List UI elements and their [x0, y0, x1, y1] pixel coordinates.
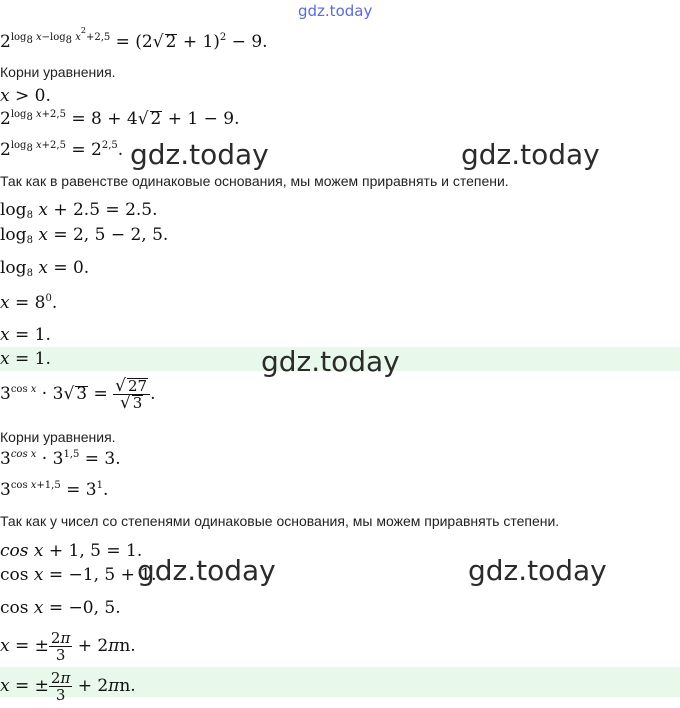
- equation-line-15: cos x = −0, 5.: [0, 598, 121, 618]
- equation-line-1: $2^{log_8 x-log_8 x^2+2,5} = (2√$ 2 + 1)$^2$ − 9.: [0, 26, 268, 52]
- roots-label-1: Корни уравнения.: [0, 64, 116, 80]
- equation-line-13: cos x + 1, 5 = 1.: [0, 541, 143, 561]
- equation-line-12: $3^{cos x+1,5} = 3^1$.: [0, 480, 109, 500]
- equation-line-11: $3^{cos x} \cdot 3^{1,5} = 3$.: [0, 449, 121, 469]
- watermark-top: gdz.today: [298, 2, 373, 20]
- same-bases-text-2: Так как у чисел со степенями одинаковые основания, мы можем приравнять степени.: [0, 513, 560, 529]
- equation-line-4: $2^{log_8 x+2,5} = 2^{2,5}$.: [0, 140, 124, 160]
- watermark: gdz.today: [461, 138, 600, 171]
- equation-line-10: $3^{cos x} \cdot 3√$ 3 = $\frac{√ 27}{√ 3}$ .: [0, 376, 156, 413]
- equation-line-9: x = 1.: [0, 325, 51, 345]
- equation-line-7: $\log_8 x = 0$.: [0, 258, 90, 279]
- equation-line-2: x > 0.: [0, 86, 51, 106]
- equation-line-14: cos x = −1, 5 + 1.: [0, 565, 157, 585]
- answer-line-2: x = ± $\frac{2\pi}{3}$ + 2πn.: [0, 669, 136, 704]
- equation-line-16: x = ± $\frac{2\pi}{3}$ + 2πn.: [0, 629, 136, 664]
- watermark: gdz.today: [468, 554, 607, 587]
- equation-line-6: $\log_8 x = 2$, 5 − 2, 5.: [0, 225, 169, 246]
- watermark: gdz.today: [137, 554, 276, 587]
- roots-label-2: Корни уравнения.: [0, 429, 116, 445]
- watermark: gdz.today: [130, 138, 269, 171]
- same-bases-text-1: Так как в равенстве одинаковые основания, мы можем приравнять и степени.: [0, 173, 509, 189]
- answer-line-1: x = 1.: [0, 349, 51, 369]
- watermark: gdz.today: [261, 345, 400, 378]
- equation-line-8: $x = 8^0$.: [0, 293, 58, 313]
- equation-line-5: $\log_8 x + 2.5 = 2.5$.: [0, 200, 158, 221]
- equation-line-3: $2^{log_8 x+2,5} = 8 + 4√$ 2 + 1 − 9.: [0, 109, 240, 129]
